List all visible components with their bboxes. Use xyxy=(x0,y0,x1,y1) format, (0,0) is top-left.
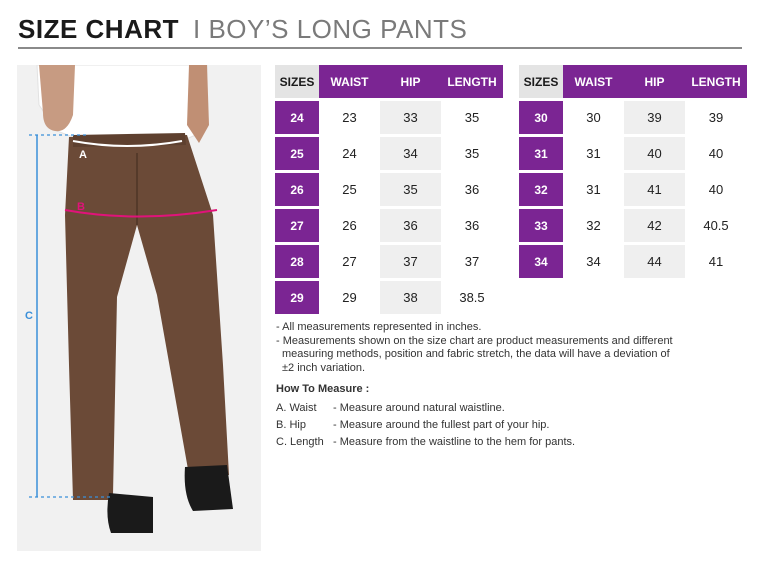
how-to-desc: - Measure around natural waistline. xyxy=(333,402,505,414)
measurement-cell: 34 xyxy=(380,136,441,172)
table-header-row xyxy=(519,65,747,100)
how-to-desc: - Measure around the fullest part of your hip. xyxy=(333,419,550,431)
table-row xyxy=(275,208,503,244)
table-row xyxy=(519,136,747,172)
measurement-cell: 39 xyxy=(685,100,747,136)
measurement-cell: 35 xyxy=(441,136,503,172)
column-header-length: LENGTH xyxy=(685,65,747,100)
measurement-cell: 38.5 xyxy=(441,280,503,315)
table-row xyxy=(275,172,503,208)
table-row xyxy=(519,100,747,136)
note-line: - Measurements shown on the size chart are product measurements and different xyxy=(276,334,673,347)
measurement-cell: 36 xyxy=(441,208,503,244)
table-row xyxy=(519,172,747,208)
column-header-length: LENGTH xyxy=(441,65,503,100)
measurement-cell: 30 xyxy=(563,100,624,136)
how-to-desc: - Measure from the waistline to the hem for pants. xyxy=(333,436,576,448)
how-to-key: C. Length xyxy=(276,436,324,448)
measurement-cell: 40 xyxy=(685,172,747,208)
how-to-item xyxy=(276,417,575,434)
measurement-cell: 42 xyxy=(624,208,685,244)
column-header-sizes: SIZES xyxy=(275,65,319,100)
measurement-cell: 29 xyxy=(319,280,380,315)
how-to-key: A. Waist xyxy=(276,402,317,414)
column-header-hip: HIP xyxy=(380,65,441,100)
measurement-cell: 44 xyxy=(624,244,685,279)
measurement-cell: 32 xyxy=(563,208,624,244)
table-row xyxy=(275,136,503,172)
table-row xyxy=(519,208,747,244)
measurement-cell: 34 xyxy=(563,244,624,279)
label-b: B xyxy=(77,201,85,213)
size-cell: 33 xyxy=(519,208,563,244)
table-row xyxy=(275,100,503,136)
how-to-title: How To Measure : xyxy=(276,383,370,395)
how-to-item xyxy=(276,434,575,451)
measurement-cell: 35 xyxy=(441,100,503,136)
size-cell: 28 xyxy=(275,244,319,280)
measurement-cell: 41 xyxy=(624,172,685,208)
label-a: A xyxy=(79,149,87,161)
measurement-cell: 40 xyxy=(624,136,685,172)
size-cell: 30 xyxy=(519,100,563,136)
measurement-cell: 38 xyxy=(380,280,441,315)
size-table-left xyxy=(275,65,503,314)
size-cell: 27 xyxy=(275,208,319,244)
how-to-item xyxy=(276,400,575,417)
measurement-cell: 41 xyxy=(685,244,747,279)
title-subtitle: I BOY’S LONG PANTS xyxy=(193,14,468,44)
column-header-waist: WAIST xyxy=(319,65,380,100)
measurement-cell: 31 xyxy=(563,136,624,172)
measurement-cell: 33 xyxy=(380,100,441,136)
size-table-right xyxy=(519,65,747,278)
size-cell: 29 xyxy=(275,280,319,315)
measurement-cell: 23 xyxy=(319,100,380,136)
title-main: SIZE CHART xyxy=(18,14,179,44)
how-to-key: B. Hip xyxy=(276,419,306,431)
size-cell: 24 xyxy=(275,100,319,136)
column-header-hip: HIP xyxy=(624,65,685,100)
size-cell: 26 xyxy=(275,172,319,208)
column-header-waist: WAIST xyxy=(563,65,624,100)
table-row xyxy=(519,244,747,279)
measurement-cell: 40 xyxy=(685,136,747,172)
label-c: C xyxy=(25,310,33,322)
title-divider xyxy=(18,47,742,49)
size-cell: 34 xyxy=(519,244,563,279)
measurement-cell: 36 xyxy=(441,172,503,208)
measurement-cell: 24 xyxy=(319,136,380,172)
pants-illustration xyxy=(17,65,261,551)
measurement-cell: 36 xyxy=(380,208,441,244)
measurement-cell: 35 xyxy=(380,172,441,208)
table-header-row xyxy=(275,65,503,100)
measurement-cell: 37 xyxy=(441,244,503,280)
measurement-cell: 31 xyxy=(563,172,624,208)
page-title xyxy=(18,14,467,48)
size-cell: 32 xyxy=(519,172,563,208)
measurement-cell: 25 xyxy=(319,172,380,208)
size-cell: 31 xyxy=(519,136,563,172)
column-header-sizes: SIZES xyxy=(519,65,563,100)
product-photo xyxy=(17,65,261,551)
measurement-cell: 37 xyxy=(380,244,441,280)
measurement-cell: 39 xyxy=(624,100,685,136)
size-cell: 25 xyxy=(275,136,319,172)
note-line: - All measurements represented in inches. xyxy=(276,321,482,333)
note-line: measuring methods, position and fabric stretch, the data will have a deviation of xyxy=(282,348,670,360)
table-row xyxy=(275,244,503,280)
notes xyxy=(276,321,746,375)
measurement-cell: 27 xyxy=(319,244,380,280)
how-to-measure xyxy=(276,383,575,451)
measurement-cell: 26 xyxy=(319,208,380,244)
table-row xyxy=(275,280,503,315)
note-line: ±2 inch variation. xyxy=(282,361,366,374)
measurement-cell: 40.5 xyxy=(685,208,747,244)
